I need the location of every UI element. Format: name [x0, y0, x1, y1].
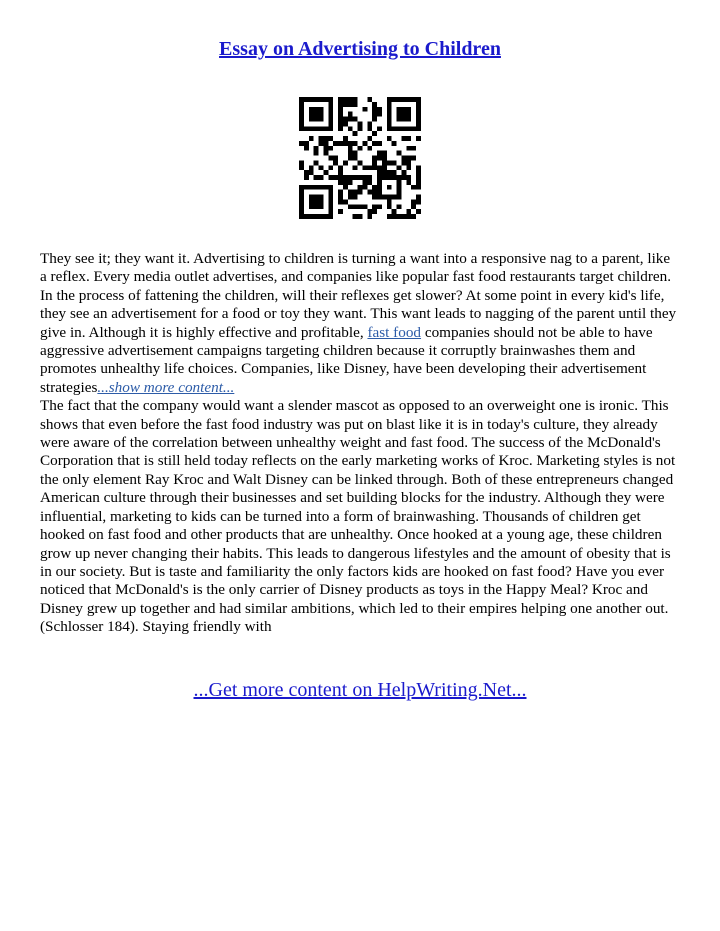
- title-container: [0, 38, 720, 61]
- show-more-link[interactable]: ...show more content...: [97, 378, 235, 396]
- qr-code-icon: [299, 97, 421, 219]
- paragraph-1-text-a: They see it; they want it. Advertising to children is turning a want into a responsive nag to a parent, like a reflex. Every media outlet advertises, and companies like popular fast food restaurants target children. In the process of fattening the children, will their reflexes get slower? At some point in every kid's life, they see an advertisement for a food or toy they want. This want leads to nagging of the parent until they give in. Although it is highly effective and profitable,: [40, 250, 677, 341]
- get-more-content-link[interactable]: ...Get more content on HelpWriting.Net...: [193, 679, 527, 701]
- fast-food-link[interactable]: fast food: [367, 323, 422, 341]
- essay-paragraph-2: The fact that the company would want a slender mascot as opposed to an overweight one is ironic. This shows that even before the fast food industry was put on blast like it is in today's culture, they already were aware of the correlation between unhealthy weight and fast food. The success of the McDonald's Corporation that is still held today reflects on the early marketing works of Kroc. Marketing styles is not the only element Ray Kroc and Walt Disney can be linked through. Both of these entrepreneurs changed American culture through their businesses and set building blocks for the industry. Although they were influential, marketing to kids can be turned into a form of brainwashing. Thousands of children get hooked on fast food and other products that are unhealthy. Once hooked at a young age, these children grow up never changing their habits. This leads to dangerous lifestyles and the amount of obesity that is in our society. But is taste and familiarity the only factors kids are hooked on fast food? Have you ever noticed that McDonald's is the only carrier of Disney products as toys in the Happy Meal? Kroc and Disney grew up together and had similar ambitions, which led to their empires helping one another out. (Schlosser 184). Staying friendly with: [40, 397, 676, 636]
- essay-body: [40, 250, 680, 637]
- footer-container: [0, 679, 720, 702]
- page-title-link[interactable]: Essay on Advertising to Children: [219, 38, 501, 60]
- essay-paragraph-1: [40, 250, 680, 397]
- paragraph-1-text-b: companies should not be able to have aggressive advertisement campaigns targeting children because it corruptly brainwashes them and promotes unhealthy life choices. Companies, like Disney, have been developing their advertisement strategies: [40, 323, 653, 396]
